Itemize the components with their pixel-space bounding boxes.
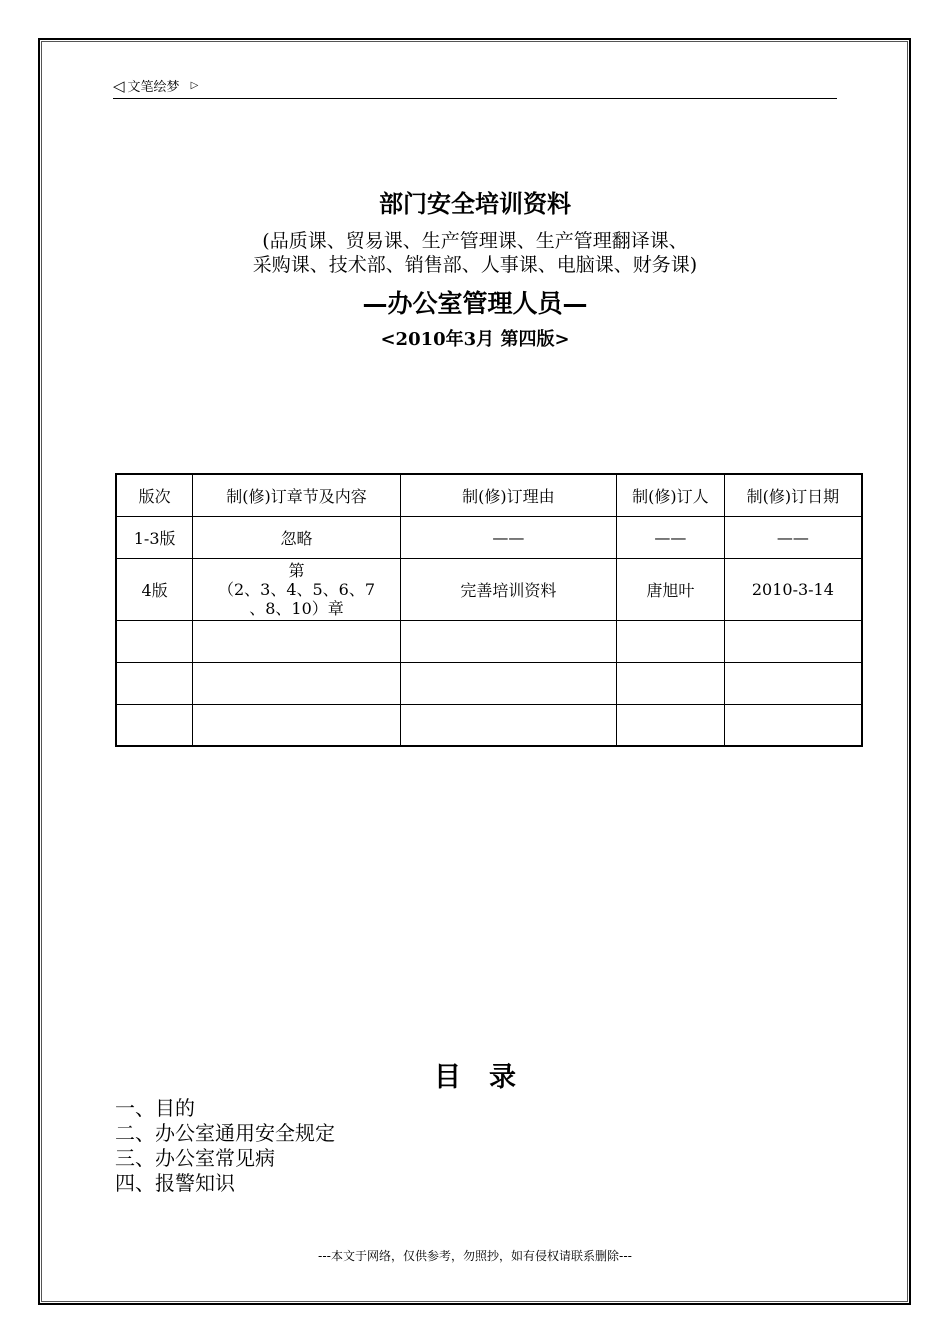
table-cell bbox=[617, 620, 725, 662]
departments-line-2: 采购课、技术部、销售部、人事课、电脑课、财务课) bbox=[252, 254, 698, 276]
toc-title: 目录 bbox=[434, 1062, 544, 1093]
cell-line: 、8、10）章 bbox=[249, 598, 344, 618]
header-brand bbox=[113, 76, 198, 95]
header-cell-version: 版次 bbox=[116, 474, 193, 516]
cell-line: （2、3、4、5、6、7 bbox=[217, 579, 376, 599]
table-cell bbox=[724, 662, 862, 704]
table-cell bbox=[724, 704, 862, 746]
table-cell bbox=[116, 620, 193, 662]
table-row bbox=[116, 662, 862, 704]
toc-item: 四、报警知识 bbox=[115, 1171, 235, 1195]
triangle-left-icon: ◁ bbox=[113, 76, 125, 95]
footer-disclaimer: ---本文于网络，仅供参考，勿照抄，如有侵权请联系删除--- bbox=[318, 1249, 632, 1263]
table-cell bbox=[193, 620, 400, 662]
table-cell: 2010-3-14 bbox=[724, 558, 862, 620]
header-brand-text: 文笔绘梦 bbox=[127, 80, 180, 95]
table-cell bbox=[116, 704, 193, 746]
triangle-right-icon: ▷ bbox=[190, 80, 199, 91]
table-cell bbox=[724, 620, 862, 662]
table-cell-multiline bbox=[193, 558, 400, 620]
table-header-row bbox=[116, 474, 862, 516]
edition-label: <2010年3月 第四版> bbox=[380, 329, 570, 350]
page-header bbox=[113, 74, 837, 99]
table-row bbox=[116, 620, 862, 662]
document-title: 部门安全培训资料 bbox=[379, 189, 571, 218]
table-cell bbox=[116, 662, 193, 704]
revision-table bbox=[115, 473, 863, 747]
table-cell: 4版 bbox=[116, 558, 193, 620]
header-cell-author: 制(修)订人 bbox=[617, 474, 725, 516]
table-cell bbox=[400, 704, 616, 746]
header-cell-date: 制(修)订日期 bbox=[724, 474, 862, 516]
table-cell bbox=[400, 662, 616, 704]
toc-item: 二、办公室通用安全规定 bbox=[115, 1121, 335, 1145]
table-cell: 1-3版 bbox=[116, 516, 193, 558]
header-cell-reason: 制(修)订理由 bbox=[400, 474, 616, 516]
table-row bbox=[116, 704, 862, 746]
table-cell: —— bbox=[724, 516, 862, 558]
table-cell: 完善培训资料 bbox=[400, 558, 616, 620]
toc-list bbox=[115, 1096, 335, 1196]
table-cell bbox=[617, 662, 725, 704]
toc-item: 三、办公室常见病 bbox=[115, 1146, 275, 1170]
table-cell: —— bbox=[617, 516, 725, 558]
table-cell bbox=[193, 704, 400, 746]
audience-title: —办公室管理人员— bbox=[362, 289, 588, 318]
toc-item: 一、目的 bbox=[115, 1096, 195, 1120]
table-cell: 忽略 bbox=[193, 516, 400, 558]
table-cell bbox=[193, 662, 400, 704]
table-row bbox=[116, 516, 862, 558]
cell-line: 第 bbox=[288, 560, 305, 580]
table-cell bbox=[617, 704, 725, 746]
departments-line-1: (品质课、贸易课、生产管理课、生产管理翻译课、 bbox=[262, 230, 688, 252]
table-cell: —— bbox=[400, 516, 616, 558]
table-cell bbox=[400, 620, 616, 662]
table-cell: 唐旭叶 bbox=[617, 558, 725, 620]
header-cell-content: 制(修)订章节及内容 bbox=[193, 474, 400, 516]
table-row bbox=[116, 558, 862, 620]
